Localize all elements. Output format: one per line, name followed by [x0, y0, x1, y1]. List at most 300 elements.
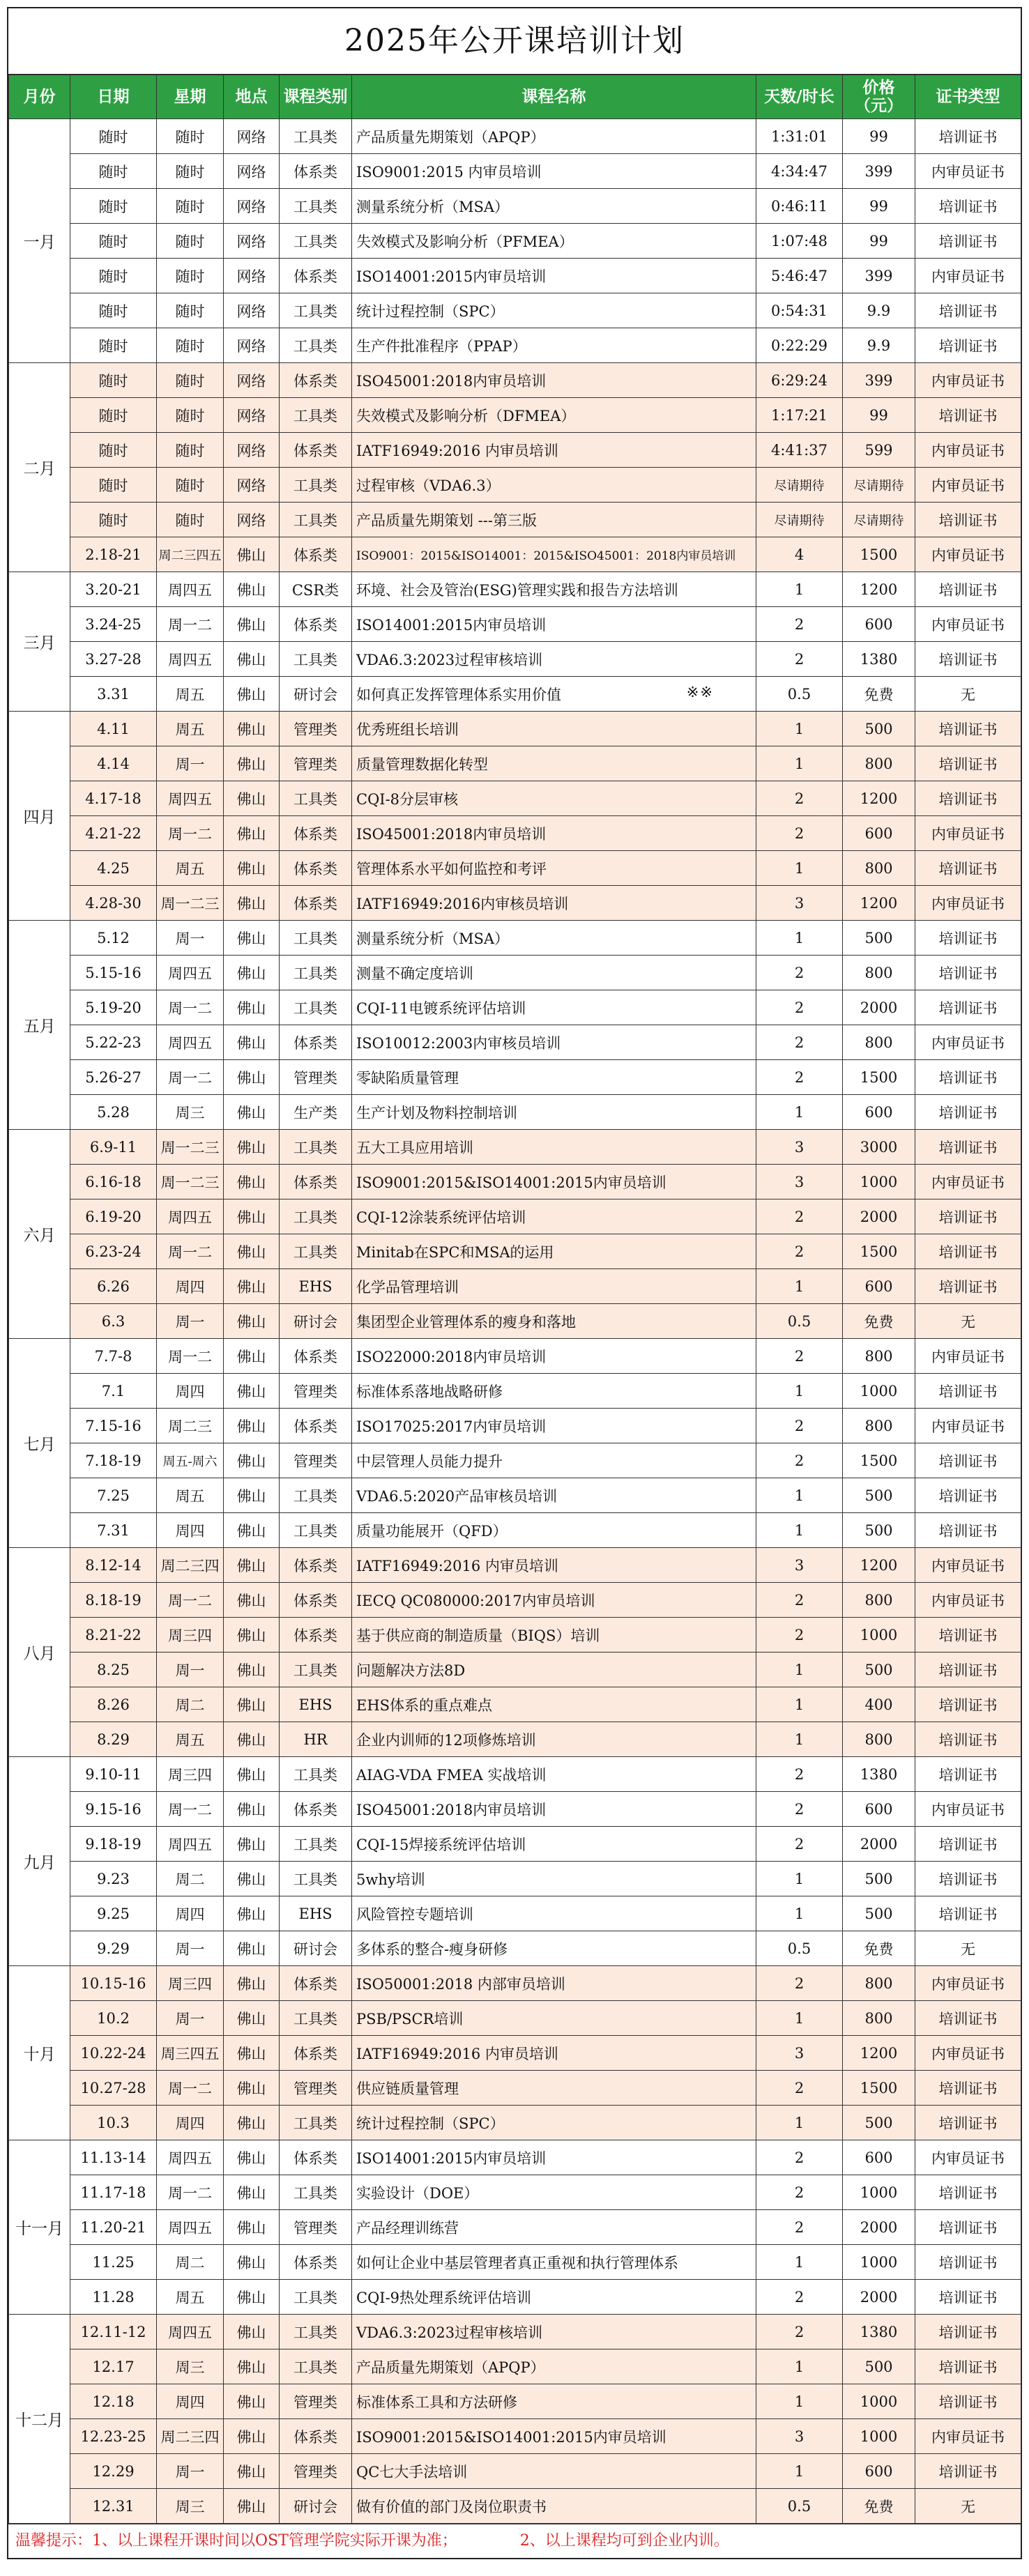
- price-cell: [843, 2175, 915, 2210]
- weekday-cell: [157, 1931, 224, 1966]
- category-cell: [280, 2036, 352, 2071]
- cert-cell: [915, 1896, 1021, 1931]
- location-text: 佛山: [236, 581, 266, 599]
- duration-cell: [756, 2140, 843, 2175]
- date-text: 6.16-18: [85, 1173, 142, 1190]
- price-text: 99: [869, 128, 888, 145]
- duration-cell: [756, 1165, 843, 1199]
- duration-cell: [756, 2245, 843, 2280]
- course-cell: [352, 2210, 756, 2245]
- category-cell: [280, 607, 352, 642]
- date-cell: [70, 2489, 157, 2524]
- duration-cell: [756, 503, 843, 537]
- duration-cell: [756, 1896, 843, 1931]
- price-cell: [843, 259, 915, 293]
- date-cell: [70, 1513, 157, 1548]
- price-cell: [843, 1583, 915, 1618]
- price-cell: [843, 781, 915, 816]
- date-text: 6.3: [101, 1312, 125, 1330]
- location-text: 网络: [236, 163, 266, 181]
- category-text: 管理类: [294, 721, 337, 738]
- course-text: ISO14001:2015内审员培训: [356, 268, 547, 285]
- price-text: 600: [864, 1103, 893, 1121]
- location-text: 佛山: [236, 2359, 266, 2376]
- category-cell: [280, 1618, 352, 1653]
- duration-cell: [756, 990, 843, 1025]
- date-text: 4.11: [97, 720, 130, 737]
- course-cell: [352, 1095, 756, 1130]
- course-text: ISO22000:2018内审员培训: [356, 1348, 547, 1365]
- location-cell: [224, 1827, 280, 1862]
- weekday-cell: [157, 1374, 224, 1409]
- course-text: 基于供应商的制造质量（BIQS）培训: [356, 1627, 600, 1644]
- price-text: 500: [864, 1661, 893, 1678]
- weekday-text: 周一二三: [160, 1139, 220, 1156]
- course-text: IATF16949:2016 内审员培训: [356, 1557, 558, 1574]
- location-text: 佛山: [236, 1766, 266, 1784]
- date-cell: [70, 2210, 157, 2245]
- duration-text: 4: [794, 546, 805, 563]
- category-text: 工具类: [294, 512, 337, 529]
- weekday-text: 周二: [175, 2254, 205, 2271]
- note-label: 温馨提示：: [15, 2532, 93, 2550]
- price-cell: [843, 1374, 915, 1409]
- cert-text: 无: [961, 1940, 975, 1958]
- table-row: [9, 1583, 1021, 1618]
- duration-cell: [756, 1966, 843, 2001]
- date-cell: [70, 1653, 157, 1687]
- price-text: 1380: [860, 650, 898, 668]
- category-cell: [280, 2315, 352, 2349]
- cert-cell: [915, 537, 1021, 572]
- price-cell: [843, 1409, 915, 1443]
- course-text: ISO9001:2015&ISO14001:2015内审员培训: [356, 1174, 666, 1191]
- price-text: 9.9: [867, 337, 891, 354]
- date-text: 11.17-18: [80, 2184, 146, 2201]
- weekday-cell: [157, 1443, 224, 1478]
- category-cell: [280, 503, 352, 537]
- location-cell: [224, 1687, 280, 1722]
- duration-text: 1: [794, 859, 805, 877]
- price-text: 1380: [860, 1765, 898, 1783]
- category-cell: [280, 1827, 352, 1862]
- location-cell: [224, 2315, 280, 2349]
- price-cell: [843, 503, 915, 537]
- cert-text: 培训证书: [938, 337, 998, 355]
- price-text: 399: [864, 371, 893, 389]
- cert-cell: [915, 2175, 1021, 2210]
- location-cell: [224, 2419, 280, 2454]
- location-cell: [224, 2384, 280, 2419]
- price-text: 1000: [860, 2253, 898, 2271]
- cert-text: 内审员证书: [931, 163, 1005, 181]
- course-cell: [352, 363, 756, 398]
- cert-text: 培训证书: [938, 581, 998, 599]
- weekday-cell: [157, 537, 224, 572]
- cert-text: 培训证书: [938, 1069, 998, 1087]
- category-text: 体系类: [294, 1975, 337, 1993]
- date-text: 7.1: [101, 1382, 125, 1400]
- date-cell: [70, 851, 157, 886]
- duration-cell: [756, 2349, 843, 2384]
- location-text: 佛山: [236, 2289, 266, 2306]
- table-row: [9, 1653, 1021, 1687]
- cert-cell: [915, 2071, 1021, 2106]
- category-text: 体系类: [294, 1801, 337, 1818]
- location-cell: [224, 2245, 280, 2280]
- price-text: 尽请期待: [853, 478, 904, 493]
- price-text: 500: [864, 2114, 893, 2131]
- duration-cell: [756, 642, 843, 677]
- price-text: 800: [864, 2009, 893, 2027]
- date-cell: [70, 746, 157, 781]
- date-text: 8.26: [97, 1696, 130, 1713]
- price-text: 800: [864, 1975, 893, 1992]
- cert-text: 培训证书: [938, 1278, 998, 1296]
- course-text: VDA6.3:2023过程审核培训: [356, 2324, 543, 2341]
- location-cell: [224, 293, 280, 328]
- cert-cell: [915, 1304, 1021, 1339]
- cert-text: 内审员证书: [931, 442, 1005, 459]
- date-cell: [70, 2175, 157, 2210]
- weekday-cell: [157, 119, 224, 154]
- table-row: [9, 1304, 1021, 1339]
- price-text: 600: [864, 2149, 893, 2166]
- date-cell: [70, 189, 157, 224]
- weekday-cell: [157, 677, 224, 712]
- cert-cell: [915, 607, 1021, 642]
- location-cell: [224, 433, 280, 468]
- cert-text: 培训证书: [938, 1906, 998, 1923]
- date-text: 6.23-24: [85, 1243, 142, 1260]
- course-text: ISO45001:2018内审员培训: [356, 1801, 547, 1818]
- weekday-text: 周一: [175, 756, 205, 773]
- category-cell: [280, 1757, 352, 1792]
- course-cell: [352, 1722, 756, 1757]
- location-text: 佛山: [236, 1139, 266, 1156]
- price-cell: [843, 1966, 915, 2001]
- cert-text: 培训证书: [938, 1731, 998, 1749]
- price-cell: [843, 1653, 915, 1687]
- location-text: 佛山: [236, 1243, 266, 1261]
- course-text: 统计过程控制（SPC）: [356, 2115, 505, 2132]
- location-text: 佛山: [236, 1871, 266, 1888]
- duration-cell: [756, 2001, 843, 2036]
- cert-text: 培训证书: [938, 198, 998, 215]
- cert-text: 培训证书: [938, 2184, 998, 2202]
- weekday-text: 随时: [175, 128, 205, 146]
- category-text: 管理类: [294, 2080, 337, 2097]
- category-cell: [280, 677, 352, 712]
- location-cell: [224, 2210, 280, 2245]
- price-text: 399: [864, 267, 893, 284]
- duration-cell: [756, 1130, 843, 1165]
- cert-cell: [915, 2280, 1021, 2315]
- category-cell: [280, 1374, 352, 1409]
- month-cell: 九月: [9, 1757, 70, 1966]
- cert-cell: [915, 1060, 1021, 1095]
- table-row: [9, 1060, 1021, 1095]
- category-cell: [280, 2106, 352, 2140]
- duration-text: 1: [794, 1696, 805, 1713]
- weekday-text: 周四五: [168, 2219, 212, 2237]
- location-text: 网络: [236, 512, 266, 529]
- location-text: 佛山: [236, 2498, 266, 2515]
- price-text: 500: [864, 1870, 893, 1887]
- course-text: 产品质量先期策划（APQP）: [356, 128, 545, 146]
- weekday-text: 周一二: [168, 825, 212, 843]
- date-cell: [70, 1060, 157, 1095]
- category-cell: [280, 572, 352, 607]
- location-cell: [224, 642, 280, 677]
- location-text: 佛山: [236, 1278, 266, 1296]
- weekday-cell: [157, 2175, 224, 2210]
- price-text: 1200: [860, 790, 898, 807]
- course-text: 过程审核（VDA6.3）: [356, 477, 501, 494]
- price-text: 800: [864, 1034, 893, 1051]
- duration-text: 2: [794, 1626, 805, 1643]
- cert-text: 无: [961, 2498, 975, 2515]
- course-text: ISO50001:2018 内部审员培训: [356, 1975, 565, 1993]
- weekday-text: 周四五: [168, 1836, 212, 1853]
- duration-cell: [756, 259, 843, 293]
- price-cell: [843, 1618, 915, 1653]
- table-row: [9, 1130, 1021, 1165]
- location-cell: [224, 1409, 280, 1443]
- duration-text: 2: [794, 964, 805, 981]
- date-cell: [70, 468, 157, 503]
- category-text: 体系类: [294, 825, 337, 843]
- table-row: [9, 2489, 1021, 2524]
- location-cell: [224, 572, 280, 607]
- location-text: 佛山: [236, 895, 266, 912]
- category-cell: [280, 1095, 352, 1130]
- cert-cell: [915, 1269, 1021, 1304]
- date-cell: [70, 607, 157, 642]
- table-row: [9, 363, 1021, 398]
- cert-cell: [915, 2454, 1021, 2489]
- course-cell: [352, 1199, 756, 1234]
- location-text: 网络: [236, 407, 266, 424]
- month-cell: 三月: [9, 572, 70, 712]
- cert-cell: [915, 921, 1021, 956]
- category-cell: [280, 2175, 352, 2210]
- location-cell: [224, 1199, 280, 1234]
- course-cell: [352, 1687, 756, 1722]
- duration-cell: [756, 1060, 843, 1095]
- date-cell: [70, 1374, 157, 1409]
- date-cell: [70, 2349, 157, 2384]
- table-row: [9, 1757, 1021, 1792]
- header-month: 月份: [9, 75, 70, 119]
- price-text: 2000: [860, 2288, 898, 2306]
- weekday-cell: [157, 990, 224, 1025]
- category-cell: [280, 293, 352, 328]
- category-cell: [280, 2245, 352, 2280]
- course-cell: [352, 1269, 756, 1304]
- cert-text: 培训证书: [938, 651, 998, 668]
- cert-cell: [915, 1687, 1021, 1722]
- duration-cell: [756, 468, 843, 503]
- category-text: 体系类: [294, 546, 337, 564]
- weekday-text: 周一二: [168, 2184, 212, 2202]
- location-text: 佛山: [236, 790, 266, 808]
- table-row: [9, 224, 1021, 259]
- table-row: [9, 781, 1021, 816]
- date-text: 随时: [98, 128, 128, 146]
- location-cell: [224, 1862, 280, 1896]
- date-text: 9.10-11: [85, 1765, 142, 1783]
- category-text: 管理类: [294, 2219, 337, 2237]
- date-cell: [70, 293, 157, 328]
- course-cell: [352, 1653, 756, 1687]
- cert-cell: [915, 154, 1021, 189]
- table-row: [9, 189, 1021, 224]
- duration-text: 3: [794, 1556, 805, 1574]
- price-cell: [843, 119, 915, 154]
- cert-cell: [915, 851, 1021, 886]
- location-cell: [224, 1165, 280, 1199]
- weekday-cell: [157, 2454, 224, 2489]
- weekday-text: 周四: [175, 1383, 205, 1400]
- course-cell: [352, 328, 756, 363]
- weekday-text: 周四: [175, 2115, 205, 2132]
- weekday-cell: [157, 293, 224, 328]
- location-text: 佛山: [236, 686, 266, 703]
- duration-cell: [756, 1513, 843, 1548]
- duration-cell: [756, 816, 843, 851]
- price-text: 800: [864, 1591, 893, 1609]
- weekday-text: 周一二: [168, 1801, 212, 1818]
- weekday-cell: [157, 1060, 224, 1095]
- course-cell: [352, 1827, 756, 1862]
- duration-cell: [756, 2384, 843, 2419]
- location-text: 佛山: [236, 1452, 266, 1470]
- duration-text: 1: [794, 2114, 805, 2131]
- course-cell: [352, 1896, 756, 1931]
- course-text: CQI-15焊接系统评估培训: [356, 1836, 526, 1853]
- duration-cell: [756, 119, 843, 154]
- date-cell: [70, 1966, 157, 2001]
- date-cell: [70, 677, 157, 712]
- location-cell: [224, 851, 280, 886]
- date-text: 5.15-16: [85, 964, 142, 981]
- course-cell: [352, 2349, 756, 2384]
- date-cell: [70, 2454, 157, 2489]
- duration-text: 2: [794, 2079, 805, 2096]
- date-text: 10.15-16: [80, 1975, 146, 1992]
- course-text: 如何让企业中基层管理者真正重视和执行管理体系: [356, 2254, 678, 2271]
- course-cell: [352, 886, 756, 921]
- table-row: [9, 1199, 1021, 1234]
- duration-cell: [756, 1409, 843, 1443]
- price-text: 2000: [860, 2218, 898, 2236]
- cert-text: 培训证书: [938, 721, 998, 738]
- duration-text: 1: [794, 2009, 805, 2027]
- location-text: 佛山: [236, 1627, 266, 1644]
- location-text: 佛山: [236, 1313, 266, 1331]
- weekday-cell: [157, 1513, 224, 1548]
- location-text: 佛山: [236, 1522, 266, 1540]
- date-cell: [70, 2419, 157, 2454]
- cert-text: 内审员证书: [931, 2428, 1005, 2446]
- category-cell: [280, 1443, 352, 1478]
- category-text: 体系类: [294, 860, 337, 877]
- date-text: 5.28: [97, 1103, 130, 1121]
- weekday-cell: [157, 1583, 224, 1618]
- weekday-cell: [157, 1966, 224, 2001]
- cert-cell: [915, 468, 1021, 503]
- cert-text: 培训证书: [938, 128, 998, 146]
- category-cell: [280, 1269, 352, 1304]
- category-cell: [280, 1060, 352, 1095]
- course-text: 产品质量先期策划 ---第三版: [356, 512, 537, 529]
- course-cell: [352, 851, 756, 886]
- cert-text: 内审员证书: [931, 1975, 1005, 1993]
- category-text: 工具类: [294, 790, 337, 808]
- weekday-cell: [157, 642, 224, 677]
- category-cell: [280, 1304, 352, 1339]
- date-cell: [70, 1618, 157, 1653]
- price-text: 400: [864, 1696, 893, 1713]
- price-cell: [843, 1722, 915, 1757]
- cert-cell: [915, 2140, 1021, 2175]
- weekday-cell: [157, 2245, 224, 2280]
- price-text: 2000: [860, 1835, 898, 1853]
- price-text: 9.9: [867, 302, 891, 319]
- price-cell: [843, 1443, 915, 1478]
- weekday-text: 周一二: [168, 999, 212, 1017]
- date-cell: [70, 1862, 157, 1896]
- course-text: ISO45001:2018内审员培训: [356, 825, 547, 843]
- cert-cell: [915, 328, 1021, 363]
- date-cell: [70, 1269, 157, 1304]
- cert-cell: [915, 1966, 1021, 2001]
- table-row: [9, 2419, 1021, 2454]
- weekday-text: 周四: [175, 1522, 205, 1540]
- course-text: ISO9001:2015 内审员培训: [356, 163, 542, 181]
- weekday-text: 周四五: [168, 2149, 212, 2167]
- weekday-text: 随时: [175, 302, 205, 320]
- location-text: 佛山: [236, 1069, 266, 1087]
- cert-cell: [915, 2349, 1021, 2384]
- date-text: 2.18-21: [85, 546, 142, 563]
- location-text: 佛山: [236, 1940, 266, 1958]
- duration-text: 1: [794, 2358, 805, 2375]
- category-text: 工具类: [294, 1662, 337, 1679]
- category-text: 体系类: [294, 1557, 337, 1574]
- course-cell: [352, 1409, 756, 1443]
- weekday-cell: [157, 712, 224, 746]
- duration-cell: [756, 537, 843, 572]
- price-cell: [843, 2140, 915, 2175]
- weekday-cell: [157, 2210, 224, 2245]
- duration-cell: [756, 1827, 843, 1862]
- duration-cell: [756, 851, 843, 886]
- cert-text: 内审员证书: [931, 546, 1005, 564]
- date-cell: [70, 642, 157, 677]
- course-text: 产品质量先期策划（APQP）: [356, 2359, 545, 2376]
- course-cell: [352, 2106, 756, 2140]
- cert-text: 内审员证书: [931, 2045, 1005, 2062]
- course-text: 生产计划及物料控制培训: [356, 1104, 517, 1121]
- location-cell: [224, 816, 280, 851]
- category-text: 工具类: [294, 2184, 337, 2202]
- category-text: 研讨会: [294, 1313, 337, 1331]
- location-text: 佛山: [236, 1836, 266, 1853]
- cert-cell: [915, 1095, 1021, 1130]
- weekday-text: 周三: [175, 2498, 205, 2515]
